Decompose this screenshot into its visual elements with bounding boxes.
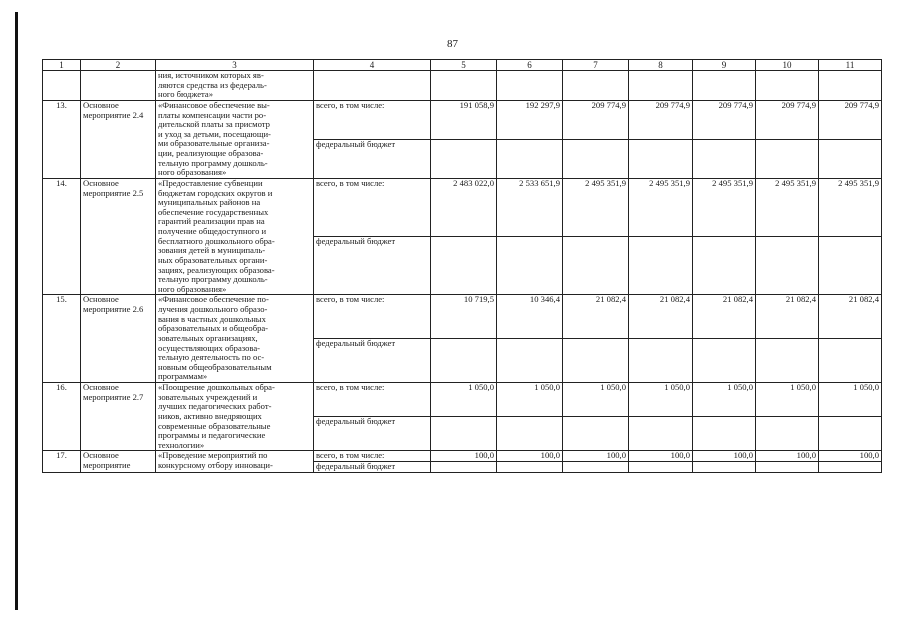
header-row [43, 60, 882, 71]
row-number: 17. [43, 451, 81, 472]
empty-value-cell [819, 417, 882, 451]
empty-value-cell [431, 339, 497, 383]
funding-source-total: всего, в том числе: [314, 178, 431, 236]
funding-source-federal: федеральный бюджет [314, 417, 431, 451]
value-cell: 1 050,0 [563, 383, 629, 417]
continuation-description: ния, источником которых яв- ляются средства из федераль- ного бюджета» [156, 71, 314, 101]
empty-value-cell [497, 237, 563, 295]
value-cell: 2 495 351,9 [563, 178, 629, 236]
value-cell: 1 050,0 [693, 383, 756, 417]
value-cell: 100,0 [756, 451, 819, 462]
empty-value-cell [431, 417, 497, 451]
empty-value-cell [629, 237, 693, 295]
table-row [43, 383, 882, 417]
header-cell: 1 [43, 60, 81, 71]
funding-source-federal: федеральный бюджет [314, 462, 431, 473]
measure-name: Основное мероприятие 2.5 [81, 178, 156, 295]
value-cell: 100,0 [629, 451, 693, 462]
value-cell: 2 495 351,9 [629, 178, 693, 236]
header-cell: 3 [156, 60, 314, 71]
funding-source-total: всего, в том числе: [314, 451, 431, 462]
value-cell: 2 533 651,9 [497, 178, 563, 236]
empty-value-cell [431, 462, 497, 473]
table-row [43, 100, 882, 139]
funding-source-total: всего, в том числе: [314, 295, 431, 339]
empty-value-cell [431, 237, 497, 295]
empty-value-cell [693, 462, 756, 473]
page-number: 87 [447, 38, 458, 50]
header-cell: 10 [756, 60, 819, 71]
budget-table [42, 59, 882, 473]
header-cell: 11 [819, 60, 882, 71]
empty-value-cell [819, 237, 882, 295]
measure-description: «Предоставление субвенции бюджетам городских округов и муниципальных районов на обеспечение государственных гарантий реализации прав на получение общедоступного и бесплатного дошкольного обра- зования детей в муниципаль- ных образовательных органи- зациях, реализующих образова- тельную программу дошколь- ного образования» [156, 178, 314, 295]
empty-value-cell [756, 237, 819, 295]
funding-source-total: всего, в том числе: [314, 383, 431, 417]
empty-value-cell [629, 339, 693, 383]
table-row [43, 178, 882, 236]
value-cell: 191 058,9 [431, 100, 497, 139]
value-cell: 2 495 351,9 [819, 178, 882, 236]
value-cell: 100,0 [693, 451, 756, 462]
empty-value-cell [431, 139, 497, 178]
funding-source-total: всего, в том числе: [314, 100, 431, 139]
header-cell: 9 [693, 60, 756, 71]
empty-value-cell [693, 237, 756, 295]
value-cell: 21 082,4 [629, 295, 693, 339]
value-cell: 1 050,0 [431, 383, 497, 417]
header-cell: 6 [497, 60, 563, 71]
scan-margin-bar [15, 12, 18, 610]
row-number: 13. [43, 100, 81, 178]
header-cell: 5 [431, 60, 497, 71]
empty-value-cell [756, 417, 819, 451]
value-cell: 21 082,4 [819, 295, 882, 339]
empty-value-cell [497, 462, 563, 473]
value-cell: 100,0 [497, 451, 563, 462]
value-cell: 21 082,4 [563, 295, 629, 339]
header-cell: 2 [81, 60, 156, 71]
value-cell: 100,0 [819, 451, 882, 462]
empty-value-cell [819, 139, 882, 178]
empty-value-cell [629, 462, 693, 473]
table-row [43, 295, 882, 339]
empty-value-cell [563, 462, 629, 473]
value-cell: 2 495 351,9 [756, 178, 819, 236]
table-body [43, 60, 882, 473]
empty-value-cell [756, 462, 819, 473]
row-number: 16. [43, 383, 81, 451]
empty-value-cell [563, 237, 629, 295]
empty-value-cell [819, 339, 882, 383]
value-cell: 100,0 [431, 451, 497, 462]
value-cell: 1 050,0 [497, 383, 563, 417]
value-cell: 10 719,5 [431, 295, 497, 339]
value-cell: 21 082,4 [756, 295, 819, 339]
empty-value-cell [497, 139, 563, 178]
empty-value-cell [563, 417, 629, 451]
empty-value-cell [693, 339, 756, 383]
funding-source-federal: федеральный бюджет [314, 339, 431, 383]
empty-value-cell [819, 462, 882, 473]
value-cell: 209 774,9 [756, 100, 819, 139]
value-cell: 2 483 022,0 [431, 178, 497, 236]
header-cell: 7 [563, 60, 629, 71]
value-cell: 209 774,9 [819, 100, 882, 139]
funding-source-federal: федеральный бюджет [314, 139, 431, 178]
value-cell: 209 774,9 [629, 100, 693, 139]
value-cell: 21 082,4 [693, 295, 756, 339]
row-number: 14. [43, 178, 81, 295]
table-row [43, 451, 882, 462]
measure-name: Основное мероприятие [81, 451, 156, 472]
empty-value-cell [563, 339, 629, 383]
measure-description: «Проведение мероприятий по конкурсному отбору инноваци- [156, 451, 314, 472]
value-cell: 209 774,9 [563, 100, 629, 139]
measure-name: Основное мероприятие 2.4 [81, 100, 156, 178]
continuation-row [43, 71, 882, 101]
value-cell: 100,0 [563, 451, 629, 462]
header-cell: 4 [314, 60, 431, 71]
empty-value-cell [693, 417, 756, 451]
empty-value-cell [756, 339, 819, 383]
value-cell: 1 050,0 [819, 383, 882, 417]
value-cell: 192 297,9 [497, 100, 563, 139]
empty-value-cell [693, 139, 756, 178]
value-cell: 1 050,0 [629, 383, 693, 417]
measure-name: Основное мероприятие 2.6 [81, 295, 156, 383]
value-cell: 209 774,9 [693, 100, 756, 139]
empty-value-cell [756, 139, 819, 178]
measure-description: «Поощрение дошкольных обра- зовательных учреждений и лучших педагогических работ- ников, активно внедряющих современные образовательные программы и педагогические технологии» [156, 383, 314, 451]
header-cell: 8 [629, 60, 693, 71]
value-cell: 2 495 351,9 [693, 178, 756, 236]
empty-value-cell [629, 139, 693, 178]
empty-value-cell [629, 417, 693, 451]
empty-value-cell [497, 339, 563, 383]
value-cell: 10 346,4 [497, 295, 563, 339]
measure-description: «Финансовое обеспечение по- лучения дошкольного образо- вания в частных дошкольных образовательных и общеобра- зовательных организациях, осуществляющих образова- тельную деятельность по ос- новным общеобразовательным программам» [156, 295, 314, 383]
empty-value-cell [563, 139, 629, 178]
row-number: 15. [43, 295, 81, 383]
value-cell: 1 050,0 [756, 383, 819, 417]
funding-source-federal: федеральный бюджет [314, 237, 431, 295]
measure-name: Основное мероприятие 2.7 [81, 383, 156, 451]
empty-value-cell [497, 417, 563, 451]
measure-description: «Финансовое обеспечение вы- платы компенсации части ро- дительской платы за присмотр и уход за детьми, посещающи- ми образовательные организа- ции, реализующие образова- тельную программу дошколь- ного образования» [156, 100, 314, 178]
